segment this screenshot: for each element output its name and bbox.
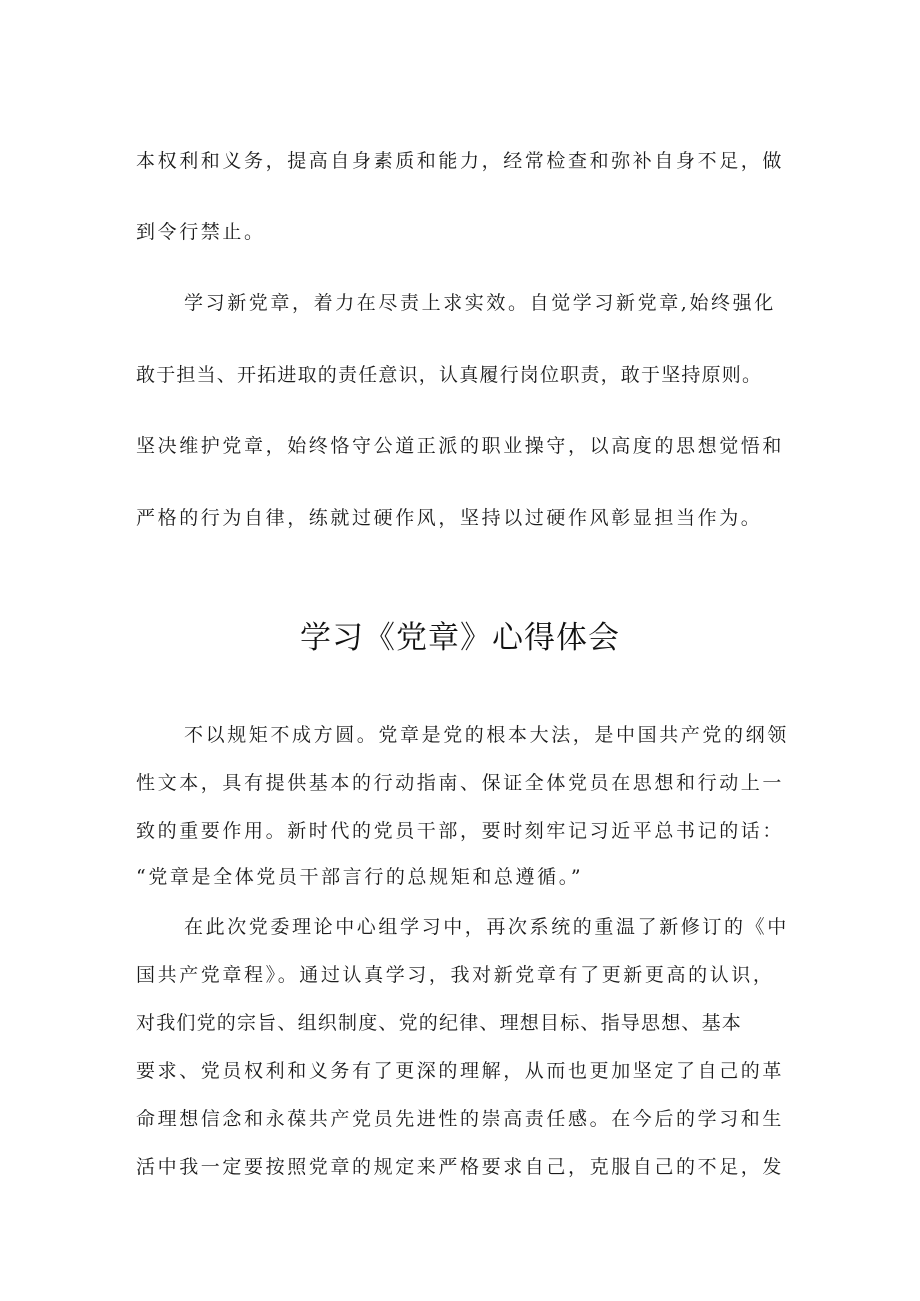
document-heading: 学习《党章》心得体会 <box>300 620 620 656</box>
paragraph-line: 学习新党章，着力在尽责上求实效。自觉学习新党章,始终强化 <box>184 292 776 314</box>
paragraph-line: 本权利和义务，提高自身素质和能力，经常检查和弥补自身不足，做 <box>136 150 785 172</box>
paragraph-line: 对我们党的宗旨、组织制度、党的纪律、理想目标、指导思想、基本 <box>136 1012 743 1034</box>
paragraph-line: 命理想信念和永葆共产党员先进性的崇高责任感。在今后的学习和生 <box>136 1108 785 1130</box>
paragraph-line: “党章是全体党员干部言行的总规矩和总遵循。” <box>136 866 584 888</box>
paragraph-line: 活中我一定要按照党章的规定来严格要求自己，克服自己的不足，发 <box>136 1156 785 1178</box>
paragraph-line: 在此次党委理论中心组学习中，再次系统的重温了新修订的《中 <box>184 916 789 938</box>
paragraph-line: 到令行禁止。 <box>136 221 266 243</box>
paragraph-line: 性文本，具有提供基本的行动指南、保证全体党员在思想和行动上一 <box>136 772 785 794</box>
paragraph-line: 不以规矩不成方圆。党章是党的根本大法，是中国共产党的纲领 <box>184 724 789 746</box>
paragraph-line: 致的重要作用。新时代的党员干部，要时刻牢记习近平总书记的话： <box>136 820 785 842</box>
paragraph-line: 国共产党章程》。通过认真学习，我对新党章有了更新更高的认识， <box>136 964 775 986</box>
paragraph-line: 要求、党员权利和义务有了更深的理解，从而也更加坚定了自己的革 <box>136 1060 785 1082</box>
paragraph-line: 坚决维护党章，始终恪守公道正派的职业操守，以高度的思想觉悟和 <box>136 435 785 457</box>
paragraph-line: 敢于担当、开拓进取的责任意识，认真履行岗位职责，敢于坚持原则。 <box>136 364 763 386</box>
paragraph-line: 严格的行为自律，练就过硬作风，坚持以过硬作风彰显担当作为。 <box>136 507 763 529</box>
